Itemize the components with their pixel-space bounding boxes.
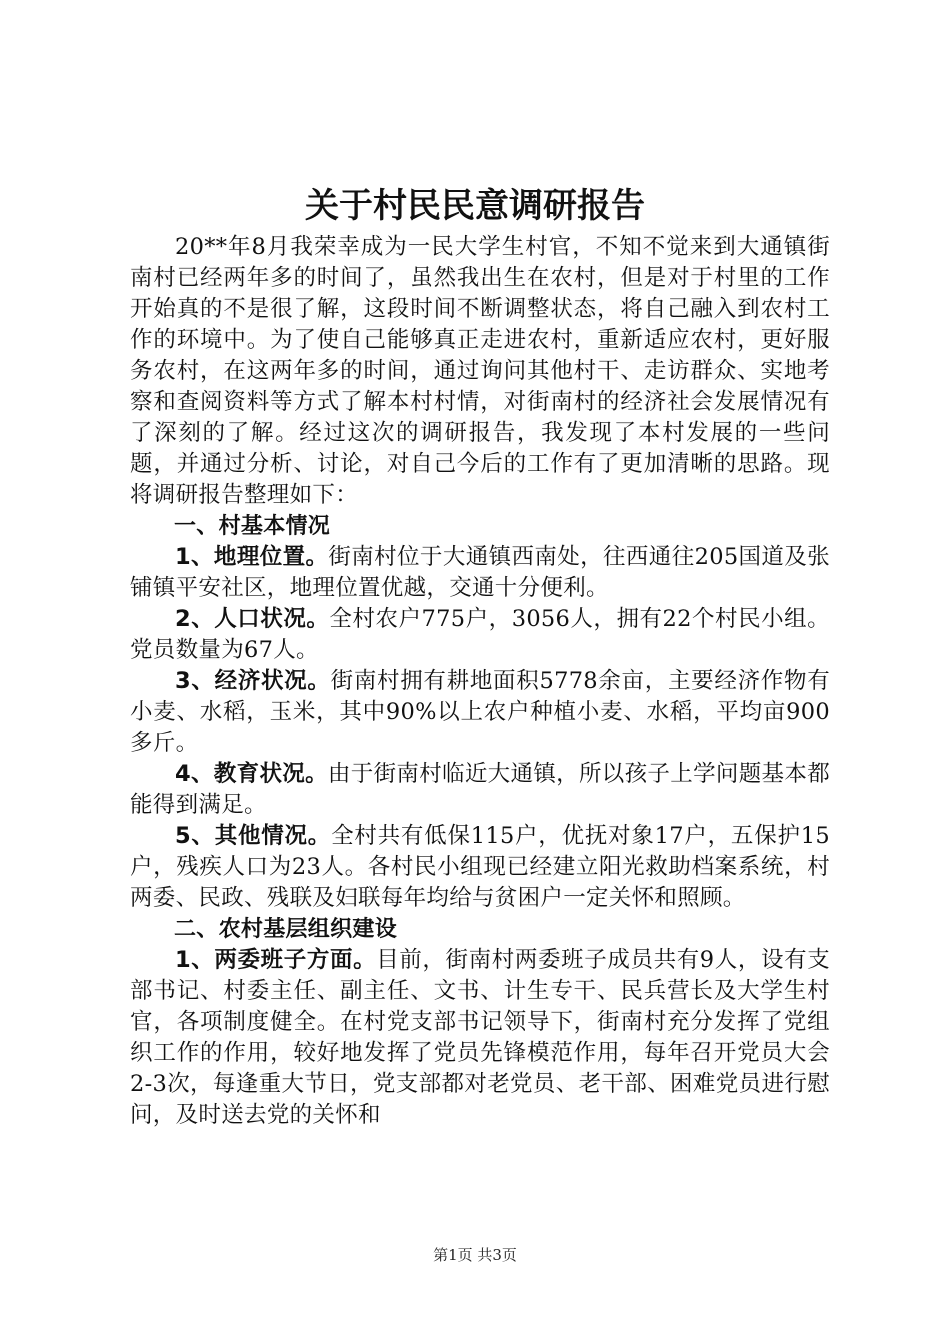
- section-heading-basic-info: 一、村基本情况: [174, 514, 331, 539]
- paragraph-lead: 4、教育状况。: [175, 761, 328, 787]
- paragraph-lead: 1、地理位置。: [175, 544, 329, 570]
- section-heading-organization: 二、农村基层组织建设: [174, 917, 398, 942]
- page-footer: 第1页 共3页: [433, 1246, 517, 1264]
- document-body: [130, 232, 830, 1131]
- paragraph-lead: 2、人口状况。: [175, 606, 330, 632]
- paragraph-lead: 5、其他情况。: [175, 823, 332, 849]
- paragraph-lead: 1、两委班子方面。: [175, 947, 377, 973]
- paragraph-lead: 3、经济状况。: [175, 668, 331, 694]
- paragraph-committee: [130, 945, 830, 1131]
- paragraph-geography: [130, 542, 830, 604]
- paragraph-text: 由于街南村临近大通镇，所以孩子上学问题基本都能得到满足。: [130, 761, 830, 818]
- intro-paragraph: 20**年8月我荣幸成为一民大学生村官，不知不觉来到大通镇街南村已经两年多的时间了，虽然我出生在农村，但是对于村里的工作开始真的不是很了解，这段时间不断调整状态，将自己融入到农村工作的环境中。为了使自己能够真正走进农村，重新适应农村，更好服务农村，在这两年多的时间，通过询问其他村干、走访群众、实地考察和查阅资料等方式了解本村村情，对街南村的经济社会发展情况有了深刻的了解。经过这次的调研报告，我发现了本村发展的一些问题，并通过分析、讨论，对自己今后的工作有了更加清晰的思路。现将调研报告整理如下：: [130, 234, 830, 508]
- page-title: 关于村民民意调研报告: [305, 186, 645, 226]
- paragraph-text: 全村共有低保115户，优抚对象17户，五保护15户，残疾人口为23人。各村民小组现已经建立阳光救助档案系统，村两委、民政、残联及妇联每年均给与贫困户一定关怀和照顾。: [130, 823, 830, 911]
- paragraph-text: 目前，街南村两委班子成员共有9人，设有支部书记、村委主任、副主任、文书、计生专干、民兵营长及大学生村官，各项制度健全。在村党支部书记领导下，街南村充分发挥了党组织工作的作用，较好地发挥了党员先锋模范作用，每年召开党员大会2-3次，每逢重大节日，党支部都对老党员、老干部、困难党员进行慰问，及时送去党的关怀和: [130, 947, 830, 1128]
- paragraph-economy: [130, 666, 830, 759]
- paragraph-other: [130, 821, 830, 914]
- paragraph-population: [130, 604, 830, 666]
- paragraph-education: [130, 759, 830, 821]
- paragraph-text: 街南村位于大通镇西南处，往西通往205国道及张铺镇平安社区，地理位置优越，交通十分便利。: [130, 544, 830, 601]
- paragraph-text: 全村农户775户，3056人，拥有22个村民小组。党员数量为67人。: [130, 606, 830, 663]
- paragraph-text: 街南村拥有耕地面积5778余亩，主要经济作物有小麦、水稻，玉米，其中90%以上农户种植小麦、水稻，平均亩900多斤。: [130, 668, 830, 756]
